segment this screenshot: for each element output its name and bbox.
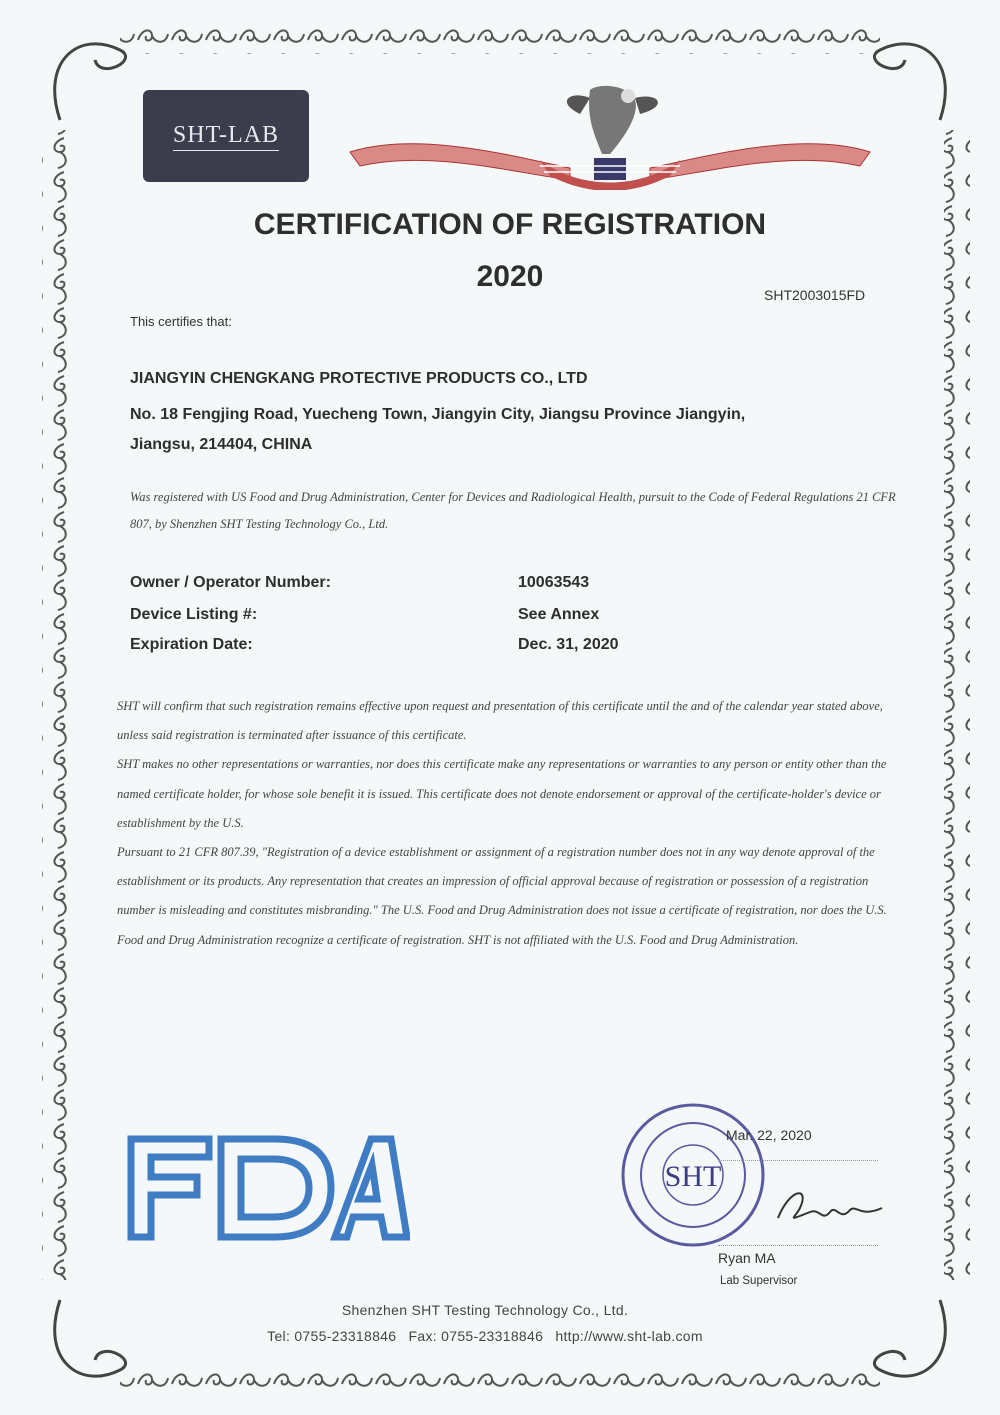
device-listing-label: Device Listing #: [130,606,258,623]
intro-text: This certifies that: [130,314,232,329]
footer-contact [0,1328,970,1344]
footer-company: Shenzhen SHT Testing Technology Co., Ltd. [341,1302,629,1318]
signature-date: Mar. 22, 2020 [726,1127,812,1143]
sht-lab-logo [143,90,309,182]
footer-fax: Fax: 0755-23318846 [408,1328,544,1344]
disclaimer-paragraph-3: Pursuant to 21 CFR 807.39, "Registration of a device establishment or assignment of a registration number does not in any way denote approval of the establishment or its products. Any representation that creates an impression of official approval because of registration or possession of a registration number is misleading and constitutes misbranding." The U.S. Food and Drug Administration does not issue a certificate of registration, nor does the U.S. Food and Drug Administration recognize a certificate of registration. SHT is not affiliated with the U.S. Food and Drug Administration. [117,845,887,947]
owner-operator-value: 10063543 [518,574,590,591]
date-divider [718,1160,878,1161]
sht-company-stamp [618,1100,768,1250]
owner-operator-label: Owner / Operator Number: [130,574,331,591]
certificate-title: CERTIFICATION OF REGISTRATION [253,208,767,241]
certificate-number: SHT2003015FD [764,287,866,303]
device-listing-value: See Annex [518,606,600,623]
expiration-date-value: Dec. 31, 2020 [518,636,619,653]
company-address [130,400,910,460]
disclaimer-paragraph-1: SHT will confirm that such registration remains effective upon request and presentation of this certificate until the and of the calendar year stated above, unless said registration is terminated after issuance of this certificate. [117,699,883,743]
eagle-flag-ribbon-emblem [340,80,880,190]
disclaimer-paragraph-2: SHT makes no other representations or warranties, nor does this certificate make any representations or warranties to any person or entity other than the named certificate holder, for whose sole benefit it is issued. This certificate does not denote endorsement or approval of the certificate-holder's device or establishment by the U.S. [117,757,887,830]
handwritten-signature [770,1178,890,1238]
svg-text:SHT: SHT [664,1160,722,1193]
footer-tel: Tel: 0755-23318846 [267,1328,397,1344]
registration-statement: Was registered with US Food and Drug Administration, Center for Devices and Radiological Health, pursuit to the Code of Federal Regulations 21 CFR 807, by Shenzhen SHT Testing Technology Co., Ltd. [130,490,896,531]
address-line-2: Jiangsu, 214404, CHINA [130,436,313,453]
expiration-date-label: Expiration Date: [130,636,253,653]
logo-text: SHT-LAB [173,122,279,151]
company-name: JIANGYIN CHENGKANG PROTECTIVE PRODUCTS CO., LTD [130,370,588,387]
signer-title: Lab Supervisor [720,1275,798,1287]
signer-name: Ryan MA [718,1250,776,1266]
fda-logo [125,1133,410,1243]
footer-website-link[interactable]: http://www.sht-lab.com [555,1328,703,1344]
address-line-1: No. 18 Fengjing Road, Yuecheng Town, Jiangyin City, Jiangsu Province Jiangyin, [130,406,746,423]
certificate-year: 2020 [476,260,544,293]
signature-divider [718,1245,878,1246]
disclaimer [117,692,889,955]
